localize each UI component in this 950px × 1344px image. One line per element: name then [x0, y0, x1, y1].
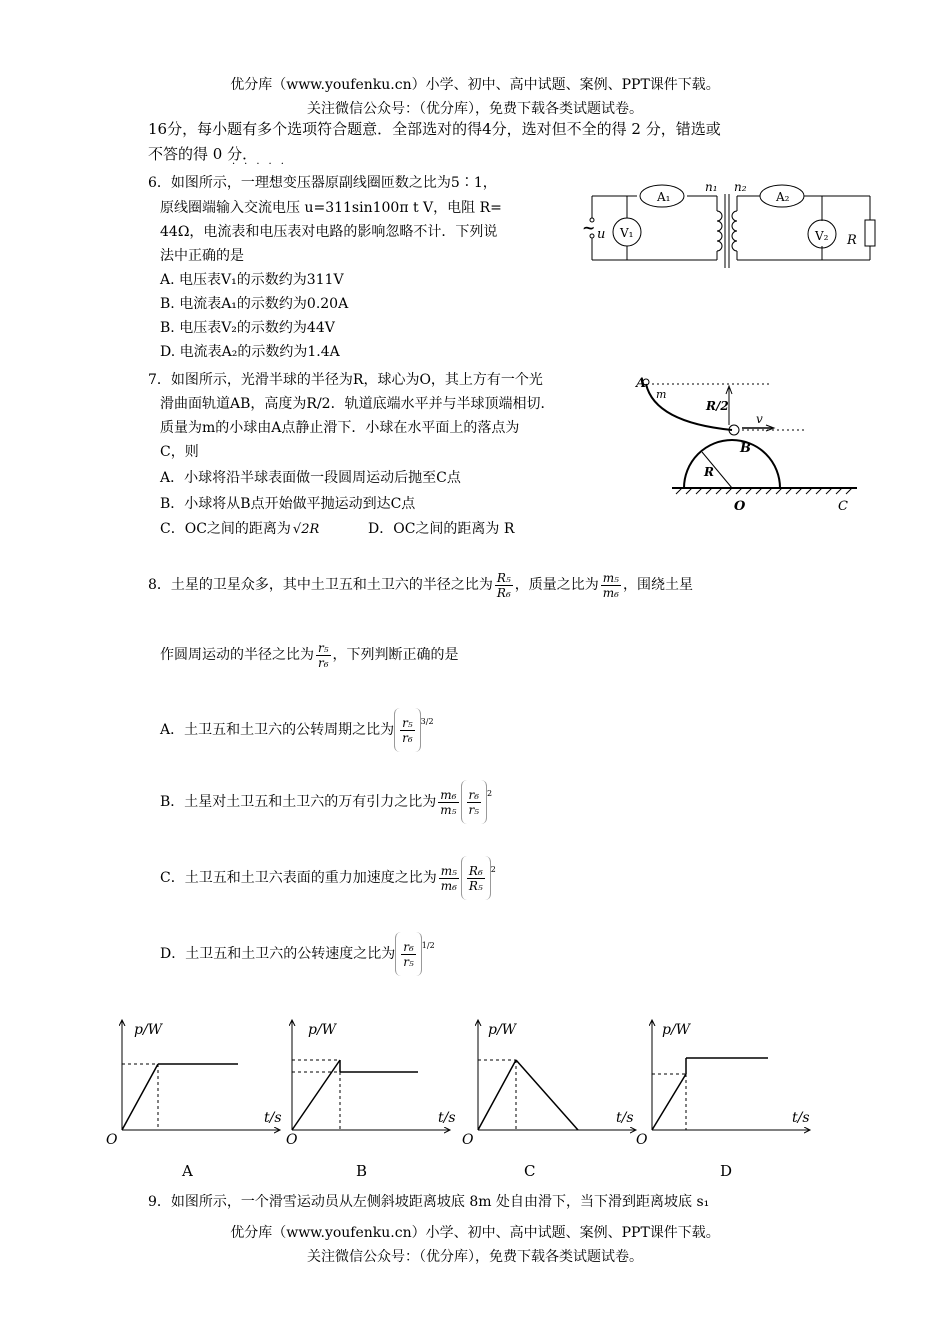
graph-a-ylabel: p/W [134, 1022, 163, 1038]
header-line-2: 关注微信公众号：（优分库），免费下载各类试题试卷。 [307, 101, 643, 117]
emphasis-dots: ····· [232, 159, 293, 170]
q8-option-d-den: r₅ [403, 954, 414, 969]
transformer-circuit-figure [582, 176, 882, 276]
q8-option-d-exp: 1/2 [421, 941, 435, 950]
fraction-radius-num: R₅ [496, 570, 511, 585]
q8-option-d-paren [395, 932, 422, 976]
graph-c-origin: O [462, 1132, 474, 1148]
point-a-label: A [636, 376, 647, 391]
graph-d-xlabel: t/s [792, 1110, 810, 1126]
footer-line-1: 优分库（www.youfenku.cn）小学、初中、高中试题、案例、PPT课件下载。 [230, 1225, 720, 1241]
mass-m-label: m [656, 388, 667, 401]
q8-option-b-mfrac [438, 788, 458, 817]
q9-line-1: 9．如图所示，一个滑雪运动员从左侧斜坡距离坡底 8m 处自由滑下，当下滑到距离坡底 s₁ [148, 1194, 710, 1210]
q8-option-b-paren [461, 780, 488, 824]
q6-option-c: B. 电压表V₂的示数约为44V [160, 320, 335, 336]
footer-line-2: 关注微信公众号：（优分库），免费下载各类试题试卷。 [307, 1249, 643, 1265]
graph-d-caption: D [720, 1162, 733, 1180]
q8-option-b-den: r₅ [468, 802, 480, 817]
fraction-orbit-num: r₅ [318, 640, 329, 655]
q8-option-a-num: r₅ [402, 715, 413, 730]
q8-line-1c: ，围绕土星 [622, 577, 693, 593]
graph-d-ylabel: p/W [662, 1022, 691, 1038]
ac-source-icon: ~ [582, 218, 596, 237]
graph-b-ylabel: p/W [308, 1022, 337, 1038]
intro-line-2: 不答的得 0 分． [148, 145, 258, 163]
graph-c-caption: C [524, 1162, 536, 1180]
q8-option-c-mden: m₆ [440, 878, 457, 893]
q8-option-b [160, 780, 492, 824]
q6-option-a: A. 电压表V₁的示数约为311V [160, 272, 344, 288]
q8-option-b-mnum: m₆ [440, 787, 457, 802]
graph-c-ylabel: p/W [488, 1022, 517, 1038]
fraction-mass-num: m₅ [602, 570, 619, 585]
power-time-graphs [100, 1012, 820, 1182]
q8-option-a-paren [394, 708, 421, 752]
q7-option-a: A．小球将沿半球表面做一段圆周运动后抛至C点 [160, 470, 461, 486]
q8-option-d [160, 932, 435, 976]
point-b-label: B [740, 441, 751, 456]
fraction-radius-den: R₆ [496, 585, 511, 600]
q8-option-c-mfrac [439, 864, 459, 893]
q8-option-c-exp: 2 [490, 865, 496, 874]
q8-option-a-frac [400, 716, 415, 745]
q8-option-b-frac [467, 788, 482, 817]
q8-option-b-text: B．土星对土卫五和土卫六的万有引力之比为 [160, 794, 437, 810]
fraction-radius [495, 571, 513, 600]
q8-option-c-text: C．土卫五和土卫六表面的重力加速度之比为 [160, 870, 437, 886]
q8-option-c-den: R₅ [468, 878, 483, 893]
q8-line-1 [148, 565, 693, 605]
graph-b-xlabel: t/s [438, 1110, 456, 1126]
point-c-label: C [838, 499, 848, 514]
q8-option-d-text: D．土卫五和土卫六的公转速度之比为 [160, 946, 396, 962]
radius-r-label: R [704, 465, 714, 479]
q7-option-c [160, 519, 319, 540]
q6-line-4: 法中正确的是 [160, 248, 244, 264]
q8-line-2b: ，下列判断正确的是 [332, 647, 459, 663]
ammeter-a1-label: A₁ [657, 190, 671, 204]
fraction-mass-den: m₆ [602, 585, 619, 600]
n1-label: n₁ [705, 180, 718, 194]
q7-option-b: B．小球将从B点开始做平抛运动到达C点 [160, 496, 416, 512]
q8-option-a-exp: 3/2 [420, 717, 434, 726]
q7-line-4: C，则 [160, 444, 199, 460]
q6-line-3: 44Ω，电流表和电压表对电路的影响忽略不计．下列说 [160, 224, 498, 240]
graph-d-origin: O [636, 1132, 648, 1148]
q8-option-a-text: A．土卫五和土卫六的公转周期之比为 [160, 722, 395, 738]
q6-line-2: 原线圈端输入交流电压 u=311sin100π t V，电阻 R= [160, 200, 502, 216]
graph-c-xlabel: t/s [616, 1110, 634, 1126]
q7-line-3: 质量为m的小球由A点静止滑下．小球在水平面上的落点为 [160, 420, 520, 436]
graph-b-origin: O [286, 1132, 298, 1148]
q8-option-c-frac [467, 864, 485, 893]
velocity-v-label: v [756, 412, 763, 426]
q6-option-b: B. 电流表A₁的示数约为0.20A [160, 296, 349, 312]
resistor-r-label: R [847, 233, 857, 248]
fraction-mass [601, 571, 621, 600]
graph-b-caption: B [356, 1162, 368, 1180]
q8-option-c-paren [461, 856, 491, 900]
q8-option-c [160, 856, 496, 900]
graph-a-xlabel: t/s [264, 1110, 282, 1126]
voltmeter-v2-label: V₂ [815, 229, 829, 243]
header-line-1: 优分库（www.youfenku.cn）小学、初中、高中试题、案例、PPT课件下载。 [230, 77, 720, 93]
intro-line-1: 16分，每小题有多个选项符合题意．全部选对的得4分，选对但不全的得 2 分，错选或 [148, 120, 721, 138]
fraction-orbit [316, 641, 331, 670]
q8-line-1a: 8．土星的卫星众多，其中土卫五和土卫六的半径之比为 [148, 577, 493, 593]
q8-option-d-frac [401, 940, 416, 969]
q8-line-1b: ，质量之比为 [514, 577, 599, 593]
u-label: u [597, 227, 606, 242]
fraction-orbit-den: r₆ [318, 655, 329, 670]
center-o-label: O [734, 499, 746, 514]
ammeter-a2-label: A₂ [776, 190, 790, 204]
q6-option-d: D. 电流表A₂的示数约为1.4A [160, 344, 340, 360]
q8-option-c-mnum: m₅ [440, 863, 457, 878]
q6-line-1: 6．如图所示，一理想变压器原副线圈匝数之比为5∶1， [148, 175, 497, 191]
q8-option-a [160, 708, 434, 752]
q8-option-c-num: R₆ [468, 863, 483, 878]
q8-option-d-num: r₆ [403, 939, 414, 954]
q7-line-2: 滑曲面轨道AB，高度为R/2．轨道底端水平并与半球顶端相切． [160, 396, 555, 412]
hemisphere-figure [632, 370, 867, 520]
q8-option-b-num: r₆ [468, 787, 480, 802]
q8-option-b-mden: m₅ [440, 802, 457, 817]
voltmeter-v1-label: V₁ [620, 226, 634, 240]
height-r2-label: R/2 [706, 399, 729, 413]
q8-option-a-den: r₆ [402, 730, 413, 745]
q8-line-2a: 作圆周运动的半径之比为 [160, 647, 314, 663]
q7-option-c-text: C．OC之间的距离为 [160, 521, 291, 537]
q8-line-2 [160, 635, 459, 675]
graph-a-origin: O [106, 1132, 118, 1148]
q7-line-1: 7．如图所示，光滑半球的半径为R，球心为O，其上方有一个光 [148, 372, 543, 388]
n2-label: n₂ [734, 180, 747, 194]
q7-option-d: D．OC之间的距离为 R [368, 521, 515, 537]
q8-option-b-exp: 2 [487, 789, 493, 798]
q7-option-c-expr: √2R [292, 522, 320, 537]
graph-a-caption: A [182, 1162, 193, 1180]
